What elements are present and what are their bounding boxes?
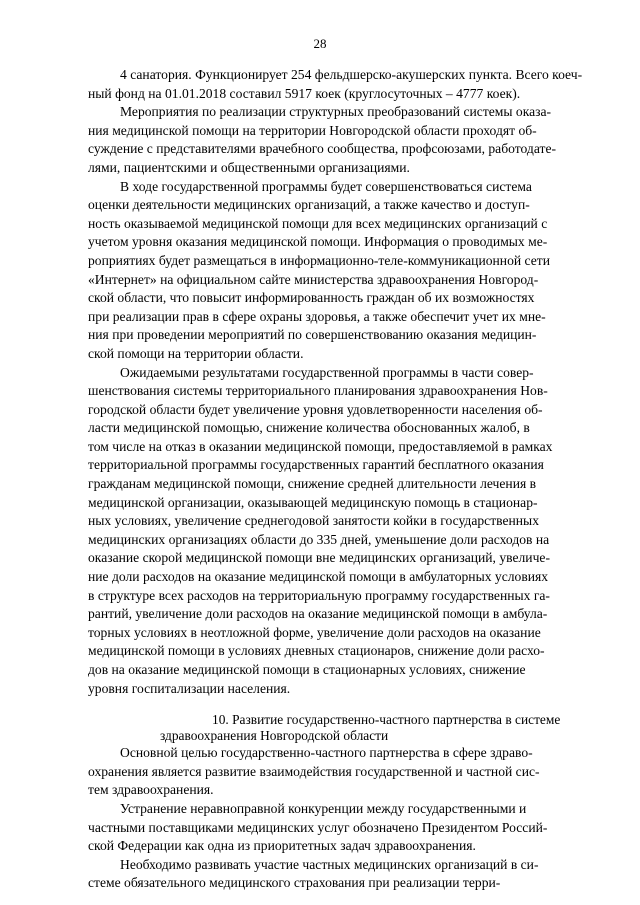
text-line: ния медицинской помощи на территории Новгородской области проходят об- bbox=[88, 122, 537, 138]
text-line: торных условиях в неотложной форме, увеличение доли расходов на оказание bbox=[88, 624, 541, 640]
text-line: ных условиях, увеличение среднегодовой занятости койки в государственных bbox=[88, 513, 539, 529]
text-line: Устранение неравноправной конкуренции между государственными и bbox=[120, 800, 527, 816]
text-line: рантий, увеличение доли расходов на оказание медицинской помощи в амбула- bbox=[88, 606, 548, 622]
text-line: лями, пациентскими и общественными организациями. bbox=[88, 159, 410, 175]
text-line: суждение с представителями врачебного сообщества, профсоюзами, работодате- bbox=[88, 141, 557, 157]
paragraphs-before-section bbox=[88, 66, 600, 698]
text-line: тем здравоохранения. bbox=[88, 782, 214, 798]
text-line: территориальной программы государственных гарантий бесплатного оказания bbox=[88, 457, 544, 473]
body-text bbox=[88, 66, 600, 893]
text-line: ской помощи на территории области. bbox=[88, 345, 304, 361]
paragraphs-after-section bbox=[88, 744, 600, 893]
text-line: охранения является развитие взаимодействия государственной и частной сис- bbox=[88, 763, 540, 779]
text-line: учетом уровня оказания медицинской помощи. Информация о проводимых ме- bbox=[88, 234, 548, 250]
text-line: Необходимо развивать участие частных медицинских организаций в си- bbox=[120, 856, 539, 872]
paragraph bbox=[88, 103, 600, 177]
text-line: ние доли расходов на оказание медицинской помощи в амбулаторных условиях bbox=[88, 569, 549, 585]
text-line: ность оказываемой медицинской помощи для всех медицинских организаций с bbox=[88, 215, 548, 231]
text-line: медицинской организации, оказывающей медицинскую помощь в стационар- bbox=[88, 494, 538, 510]
paragraph bbox=[88, 364, 600, 699]
text-line: частными поставщиками медицинских услуг обозначено Президентом Россий- bbox=[88, 819, 548, 835]
text-line: медицинских организациях области до 335 дней, уменьшение доли расходов на bbox=[88, 531, 550, 547]
text-line: ской области, что повысит информированность граждан об их возможностях bbox=[88, 290, 535, 306]
paragraph bbox=[88, 744, 600, 800]
text-line: оценки деятельности медицинских организаций, а также качество и доступ- bbox=[88, 197, 530, 213]
section-heading bbox=[88, 712, 600, 744]
paragraph bbox=[88, 178, 600, 364]
text-line: шенствования системы территориального планирования здравоохранения Нов- bbox=[88, 383, 548, 399]
page-number: 28 bbox=[313, 36, 327, 51]
text-line: стеме обязательного медицинского страхования при реализации терри- bbox=[88, 875, 501, 891]
text-line: «Интернет» на официальном сайте министерства здравоохранения Новгород- bbox=[88, 271, 539, 287]
text-line: роприятиях будет размещаться в информационно-теле-коммуникационной сети bbox=[88, 252, 550, 268]
paragraph bbox=[88, 66, 600, 103]
paragraph bbox=[88, 856, 600, 893]
text-line: ской Федерации как одна из приоритетных задач здравоохранения. bbox=[88, 838, 476, 854]
text-line: ный фонд на 01.01.2018 составил 5917 коек (круглосуточных – 4777 коек). bbox=[88, 85, 521, 101]
section-heading-line-1: 10. Развитие государственно-частного партнерства в системе bbox=[212, 712, 561, 728]
text-line: ния при проведении мероприятий по совершенствованию оказания медицин- bbox=[88, 327, 537, 343]
text-line: медицинской помощи в условиях дневных стационаров, снижение доли расхо- bbox=[88, 643, 545, 659]
text-line: В ходе государственной программы будет совершенствоваться система bbox=[120, 178, 532, 194]
text-line: гражданам медицинской помощи, снижение средней длительности лечения в bbox=[88, 476, 537, 492]
text-line: уровня госпитализации населения. bbox=[88, 680, 291, 696]
text-line: Мероприятия по реализации структурных преобразований системы оказа- bbox=[120, 104, 552, 120]
text-line: в структуре всех расходов на территориальную программу государственных га- bbox=[88, 587, 550, 603]
paragraph bbox=[88, 800, 600, 856]
text-line: дов на оказание медицинской помощи в стационарных условиях, снижение bbox=[88, 662, 526, 677]
text-line: оказание скорой медицинской помощи вне медицинских организаций, увеличе- bbox=[88, 550, 550, 566]
text-line: 4 санатория. Функционирует 254 фельдшерско-акушерских пункта. Всего коеч- bbox=[120, 67, 583, 82]
text-line: при реализации прав в сфере охраны здоровья, а также обеспечит учет их мне- bbox=[88, 308, 546, 324]
text-line: городской области будет увеличение уровня удовлетворенности населения об- bbox=[88, 401, 543, 417]
text-line: том числе на отказ в оказании медицинской помощи, предоставляемой в рамках bbox=[88, 438, 553, 454]
text-line: Ожидаемыми результатами государственной программы в части совер- bbox=[120, 364, 534, 380]
text-line: ласти медицинской помощью, снижение количества обоснованных жалоб, в bbox=[88, 420, 530, 436]
text-line: Основной целью государственно-частного партнерства в сфере здраво- bbox=[120, 745, 533, 761]
section-heading-line-2: здравоохранения Новгородской области bbox=[160, 728, 389, 744]
